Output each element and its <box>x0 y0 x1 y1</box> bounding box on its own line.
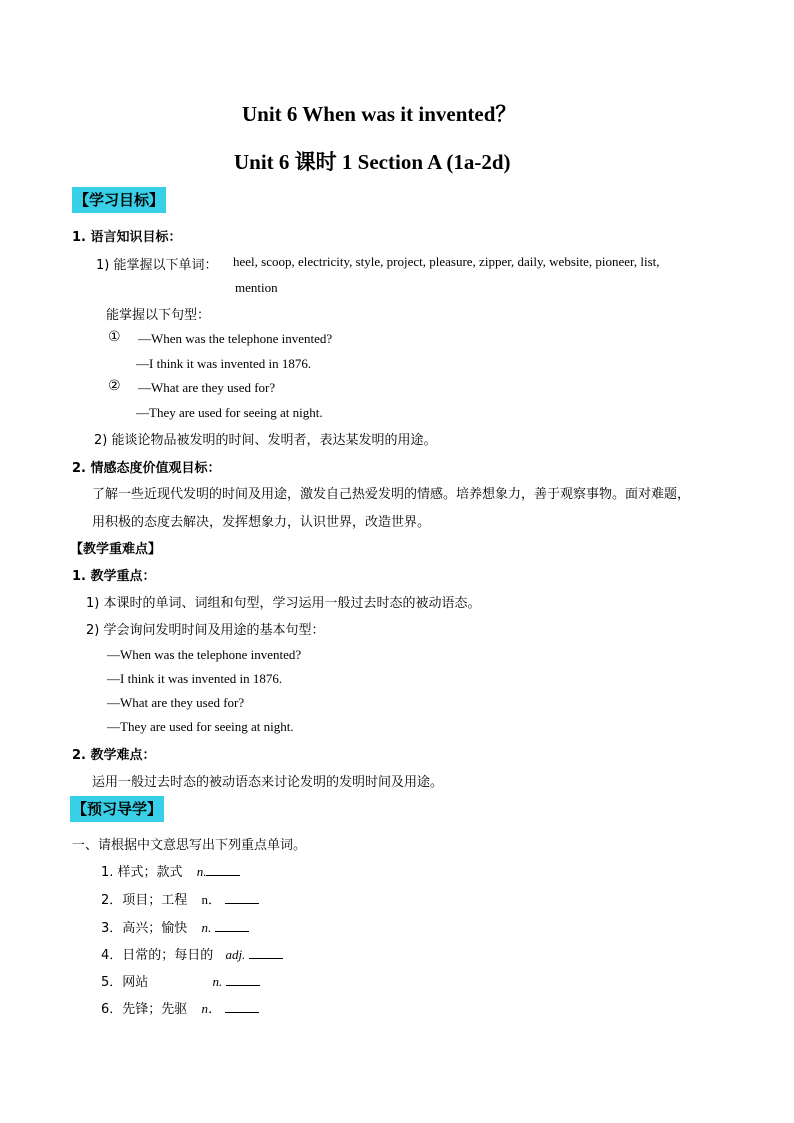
key-point-2: 2) 学会询问发明时间及用途的基本句型： <box>86 623 325 638</box>
key-sentence-4: —They are used for seeing at night. <box>107 719 294 734</box>
word-item <box>101 861 240 880</box>
sentence-1-answer: —I think it was invented in 1876. <box>136 356 312 371</box>
difficulty-label: 2. 教学难点： <box>72 748 156 763</box>
answer-blank[interactable] <box>206 863 240 876</box>
sentence-2-answer: —They are used for seeing at night. <box>136 405 323 420</box>
word-chinese: 网站 <box>122 975 149 990</box>
word-chinese: 高兴；愉快 <box>122 921 188 936</box>
word-item <box>101 889 259 908</box>
answer-blank[interactable] <box>225 891 259 904</box>
goal-2-line-2: 用积极的态度去解决，发挥想象力，认识世界，改造世界。 <box>92 515 431 530</box>
page-subtitle: Unit 6 课时 1 Section A (1a-2d) <box>234 150 511 174</box>
goal-2-label: 2. 情感态度价值观目标： <box>72 461 221 476</box>
page-title: Unit 6 When was it invented？ <box>242 102 517 126</box>
word-number: 5． <box>101 975 123 990</box>
word-item <box>101 944 283 963</box>
word-pos: n． <box>201 892 221 907</box>
word-chinese: 先锋；先驱 <box>122 1002 188 1017</box>
key-point-1: 1) 本课时的单词、词组和句型，学习运用一般过去时态的被动语态。 <box>86 596 481 611</box>
key-sentence-3: —What are they used for? <box>107 695 245 710</box>
section-heading-key-points: 【教学重难点】 <box>70 542 162 557</box>
goal-point-2: 2) 能谈论物品被发明的时间、发明者，表达某发明的用途。 <box>94 433 437 448</box>
word-pos: n. <box>212 974 223 989</box>
word-item <box>101 998 259 1017</box>
word-item <box>101 971 260 990</box>
section-tag-learning-goals: 【学习目标】 <box>72 187 166 213</box>
answer-blank[interactable] <box>215 919 249 932</box>
vocab-line-1: heel, scoop, electricity, style, project, pleasure, zipper, daily, website, pioneer, list, <box>233 254 660 269</box>
key-sentence-2: —I think it was invented in 1876. <box>107 671 283 686</box>
answer-blank[interactable] <box>226 973 260 986</box>
key-point-label: 1. 教学重点： <box>72 569 156 584</box>
word-pos: adj. <box>225 947 246 962</box>
word-chinese: 日常的；每日的 <box>122 948 214 963</box>
sentence-number-1: ① <box>108 329 121 345</box>
sentence-2-question: —What are they used for? <box>138 380 276 395</box>
sentence-1-question: —When was the telephone invented? <box>138 331 333 346</box>
difficulty-text: 运用一般过去时态的被动语态来讨论发明的发明时间及用途。 <box>92 775 444 790</box>
key-sentence-1: —When was the telephone invented? <box>107 647 302 662</box>
word-number: 6． <box>101 1002 123 1017</box>
answer-blank[interactable] <box>249 946 283 959</box>
word-number: 1. <box>101 865 114 880</box>
word-item <box>101 917 249 936</box>
word-chinese: 项目；工程 <box>122 893 188 908</box>
section-tag-preview: 【预习导学】 <box>70 796 164 822</box>
exercise-instruction: 一、请根据中文意思写出下列重点单词。 <box>72 838 307 853</box>
word-number: 3． <box>101 921 123 936</box>
word-pos: n． <box>201 1001 221 1016</box>
word-pos: n. <box>201 920 212 935</box>
word-number: 2． <box>101 893 123 908</box>
vocab-line-2: mention <box>235 280 278 295</box>
word-chinese: 样式；款式 <box>117 865 183 880</box>
goal-2-line-1: 了解一些近现代发明的时间及用途，激发自己热爱发明的情感。培养想象力，善于观察事物。面对难题， <box>92 487 691 502</box>
sentence-intro: 能掌握以下句型： <box>106 308 211 323</box>
answer-blank[interactable] <box>225 1000 259 1013</box>
word-pos: n. <box>196 864 207 879</box>
vocab-prefix: 1) 能掌握以下单词： <box>96 258 218 273</box>
word-number: 4． <box>101 948 123 963</box>
sentence-number-2: ② <box>108 378 121 394</box>
goal-1-label: 1. 语言知识目标： <box>72 230 182 245</box>
